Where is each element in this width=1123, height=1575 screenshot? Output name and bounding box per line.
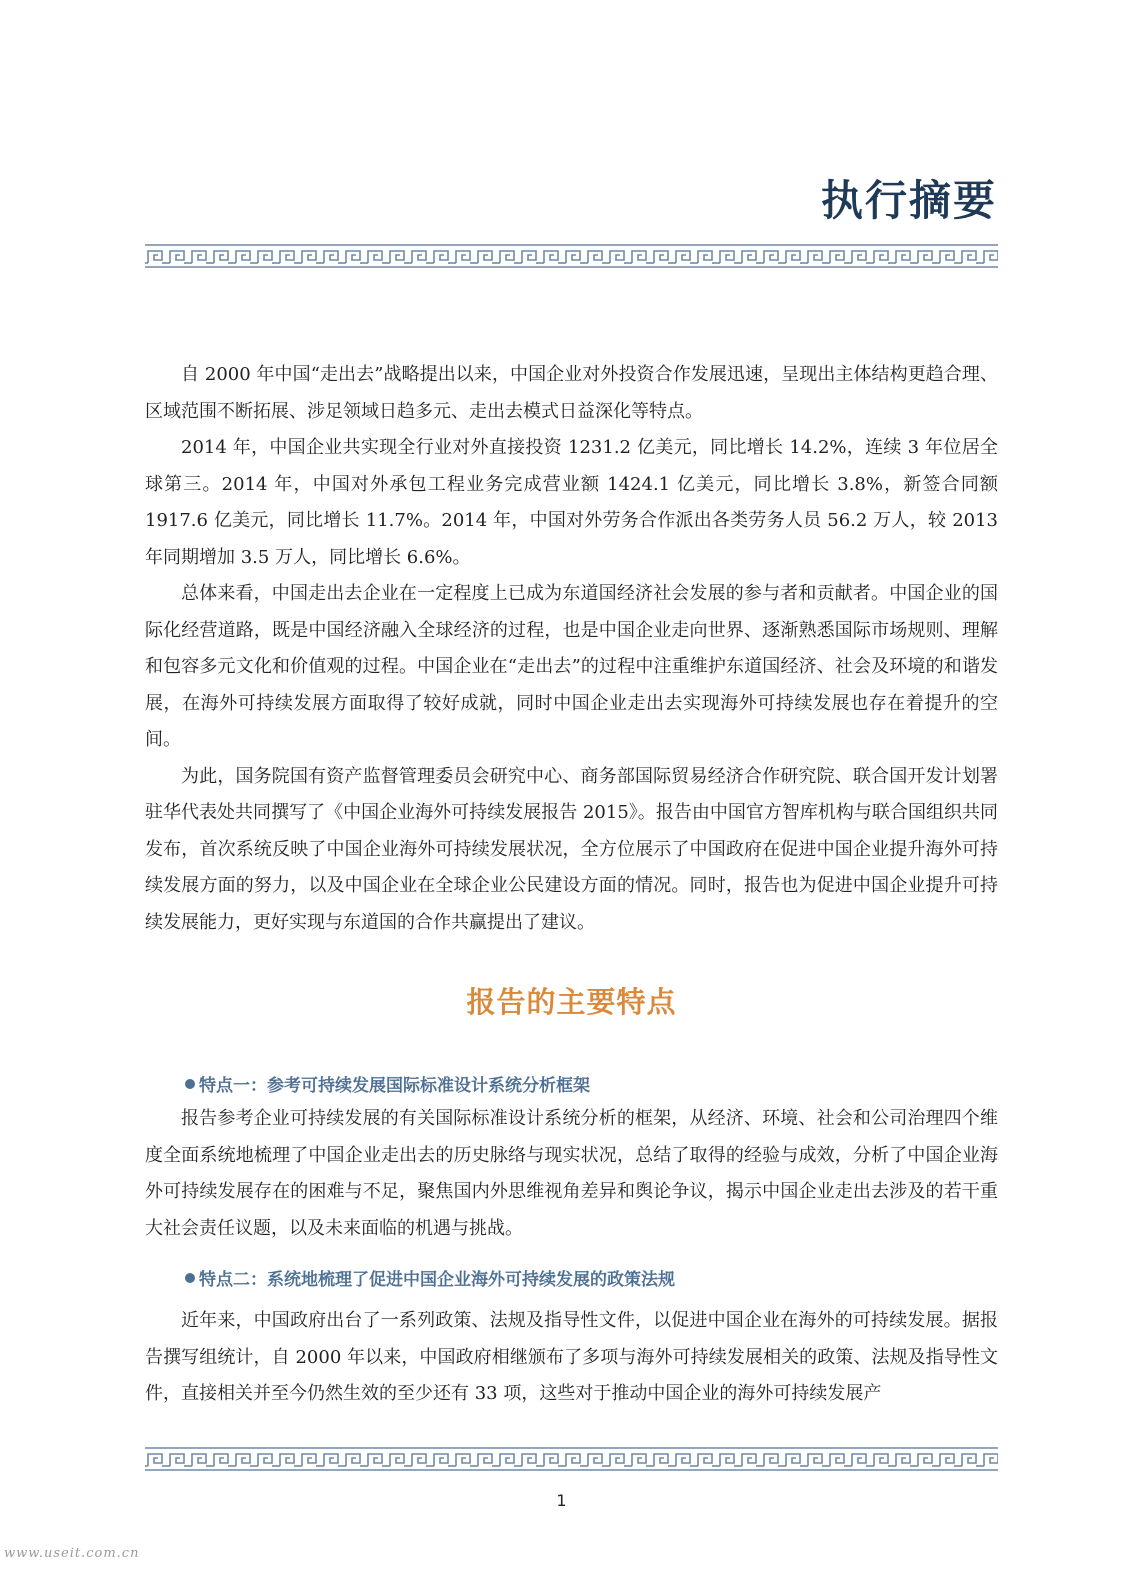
intro-text [145,357,998,941]
intro-paragraph: 2014 年，中国企业共实现全行业对外直接投资 1231.2 亿美元，同比增长 14.2%，连续 3 年位居全球第三。2014 年，中国对外承包工程业务完成营业额 1424.1 亿美元，同比增长 3.8%，新签合同额 1917.6 亿美元，同比增长 11.7%。2014 年，中国对外劳务合作派出各类劳务人员 56.2 万人，较 2013 年同期增加 3.5 万人，同比增长 6.6%。 [145,437,998,568]
watermark: www.useit.com.cn [4,1546,140,1561]
feature-heading-2-label: 特点二：系统地梳理了促进中国企业海外可持续发展的政策法规 [199,1270,675,1290]
intro-paragraph: 自 2000 年中国“走出去”战略提出以来，中国企业对外投资合作发展迅速，呈现出主体结构更趋合理、区域范围不断拓展、涉足领域日趋多元、走出去模式日益深化等特点。 [145,364,998,422]
bullet-icon [185,1079,195,1089]
intro-paragraph: 总体来看，中国走出去企业在一定程度上已成为东道国经济社会发展的参与者和贡献者。中国企业的国际化经营道路，既是中国经济融入全球经济的过程，也是中国企业走向世界、逐渐熟悉国际市场规则、理解和包容多元文化和价值观的过程。中国企业在“走出去”的过程中注重维护东道国经济、社会及环境的和谐发展，在海外可持续发展方面取得了较好成就，同时中国企业走出去实现海外可持续发展也存在着提升的空间。 [145,583,998,750]
feature-1-text [145,1101,998,1247]
feature-heading-1 [185,1071,590,1096]
section-heading: 报告的主要特点 [466,985,677,1019]
page-number: 1 [556,1491,567,1510]
top-greek-key-border [145,243,998,269]
feature-2-text [145,1303,998,1413]
feature-heading-1-label: 特点一：参考可持续发展国际标准设计系统分析框架 [199,1076,590,1096]
feature-paragraph: 报告参考企业可持续发展的有关国际标准设计系统分析的框架，从经济、环境、社会和公司治理四个维度全面系统地梳理了中国企业走出去的历史脉络与现实状况，总结了取得的经验与成效，分析了中国企业海外可持续发展存在的困难与不足，聚焦国内外思维视角差异和舆论争议，揭示中国企业走出去涉及的若干重大社会责任议题，以及未来面临的机遇与挑战。 [145,1108,998,1239]
feature-heading-2 [185,1265,675,1290]
bullet-icon [185,1273,195,1283]
bottom-greek-key-border [145,1446,998,1472]
page-title: 执行摘要 [820,176,997,225]
feature-paragraph: 近年来，中国政府出台了一系列政策、法规及指导性文件，以促进中国企业在海外的可持续发展。据报告撰写组统计，自 2000 年以来，中国政府相继颁布了多项与海外可持续发展相关的政策、法规及指导性文件，直接相关并至今仍然生效的至少还有 33 项，这些对于推动中国企业的海外可持续发展产 [145,1310,998,1404]
intro-paragraph: 为此，国务院国有资产监督管理委员会研究中心、商务部国际贸易经济合作研究院、联合国开发计划署驻华代表处共同撰写了《中国企业海外可持续发展报告 2015》。报告由中国官方智库机构与联合国组织共同发布，首次系统反映了中国企业海外可持续发展状况，全方位展示了中国政府在促进中国企业提升海外可持续发展方面的努力，以及中国企业在全球企业公民建设方面的情况。同时，报告也为促进中国企业提升可持续发展能力，更好实现与东道国的合作共赢提出了建议。 [145,765,998,933]
